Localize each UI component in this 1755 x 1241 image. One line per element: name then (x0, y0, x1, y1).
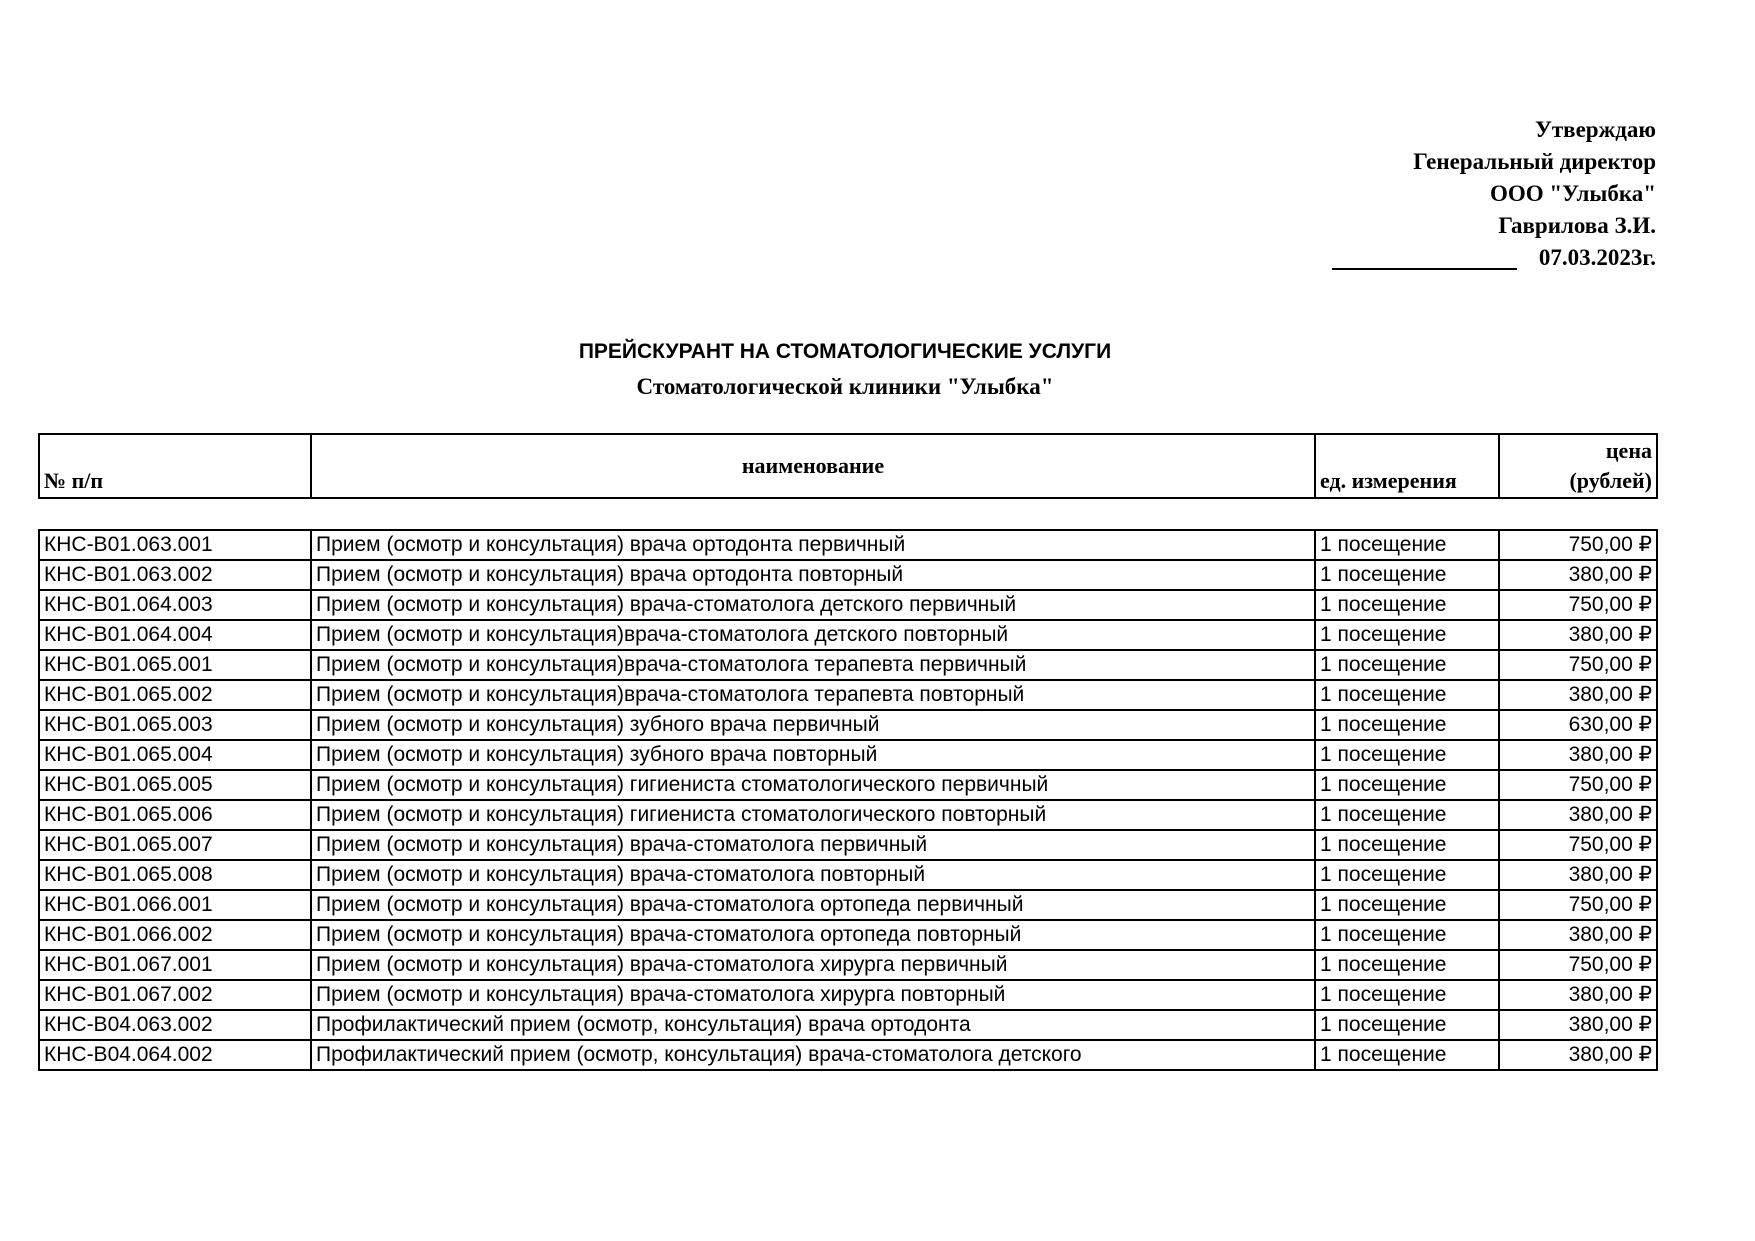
service-unit: 1 посещение (1315, 800, 1499, 830)
service-code: КНС-В01.065.005 (39, 770, 311, 800)
service-code: КНС-В01.065.008 (39, 860, 311, 890)
table-row (39, 920, 1657, 950)
service-code: КНС-В01.065.006 (39, 800, 311, 830)
service-price: 750,00 ₽ (1499, 890, 1657, 920)
table-row (39, 830, 1657, 860)
service-code: КНС-В04.064.002 (39, 1040, 311, 1070)
service-price: 380,00 ₽ (1499, 1040, 1657, 1070)
service-name: Прием (осмотр и консультация) зубного врача первичный (311, 710, 1315, 740)
service-price: 380,00 ₽ (1499, 980, 1657, 1010)
service-price: 380,00 ₽ (1499, 1010, 1657, 1040)
service-code: КНС-В01.065.001 (39, 650, 311, 680)
service-unit: 1 посещение (1315, 1040, 1499, 1070)
service-name: Профилактический прием (осмотр, консультация) врача-стоматолога детского (311, 1040, 1315, 1070)
service-unit: 1 посещение (1315, 620, 1499, 650)
table-row (39, 950, 1657, 980)
service-name: Прием (осмотр и консультация) врача-стоматолога ортопеда повторный (311, 920, 1315, 950)
service-code: КНС-В01.064.003 (39, 590, 311, 620)
service-unit: 1 посещение (1315, 740, 1499, 770)
service-name: Прием (осмотр и консультация) врача-стоматолога ортопеда первичный (311, 890, 1315, 920)
service-code: КНС-В01.067.001 (39, 950, 311, 980)
table-row (39, 890, 1657, 920)
header-number: № п/п (39, 434, 311, 498)
service-price: 380,00 ₽ (1499, 620, 1657, 650)
table-row (39, 800, 1657, 830)
approval-label: Утверждаю (1535, 117, 1656, 142)
service-code: КНС-В01.065.002 (39, 680, 311, 710)
service-code: КНС-В01.066.002 (39, 920, 311, 950)
service-unit: 1 посещение (1315, 650, 1499, 680)
service-name: Прием (осмотр и консультация)врача-стоматолога детского повторный (311, 620, 1315, 650)
service-code: КНС-В01.064.004 (39, 620, 311, 650)
service-code: КНС-В01.063.001 (39, 530, 311, 560)
service-code: КНС-В01.066.001 (39, 890, 311, 920)
service-unit: 1 посещение (1315, 950, 1499, 980)
service-code: КНС-В01.065.004 (39, 740, 311, 770)
header-name: наименование (311, 434, 1315, 498)
approval-date: 07.03.2023г. (1538, 245, 1656, 270)
header-unit: ед. измерения (1315, 434, 1499, 498)
approval-block (1332, 114, 1656, 274)
service-name: Прием (осмотр и консультация) врача-стоматолога детского первичный (311, 590, 1315, 620)
header-row (39, 434, 1657, 498)
header-price-line1: цена (1605, 438, 1652, 463)
table-row (39, 680, 1657, 710)
table-row (39, 710, 1657, 740)
table-row (39, 530, 1657, 560)
table-row (39, 980, 1657, 1010)
service-code: КНС-В01.065.003 (39, 710, 311, 740)
service-price: 380,00 ₽ (1499, 680, 1657, 710)
document-subtitle: Стоматологической клиники "Улыбка" (636, 374, 1054, 399)
service-price: 750,00 ₽ (1499, 770, 1657, 800)
service-unit: 1 посещение (1315, 590, 1499, 620)
signature-date-line (1332, 242, 1656, 274)
service-price: 380,00 ₽ (1499, 800, 1657, 830)
service-name: Прием (осмотр и консультация) гигиениста стоматологического первичный (311, 770, 1315, 800)
table-row (39, 1040, 1657, 1070)
price-table (38, 529, 1658, 1071)
service-unit: 1 посещение (1315, 890, 1499, 920)
approver-name: Гаврилова З.И. (1498, 213, 1656, 238)
table-row (39, 650, 1657, 680)
service-price: 380,00 ₽ (1499, 920, 1657, 950)
service-name: Прием (осмотр и консультация) врача-стоматолога хирурга первичный (311, 950, 1315, 980)
service-name: Прием (осмотр и консультация)врача-стоматолога терапевта первичный (311, 650, 1315, 680)
table-row (39, 740, 1657, 770)
table-row (39, 860, 1657, 890)
table-row (39, 1010, 1657, 1040)
service-code: КНС-В01.067.002 (39, 980, 311, 1010)
service-price: 750,00 ₽ (1499, 830, 1657, 860)
service-price: 750,00 ₽ (1499, 950, 1657, 980)
table-row (39, 560, 1657, 590)
service-code: КНС-В04.063.002 (39, 1010, 311, 1040)
service-unit: 1 посещение (1315, 710, 1499, 740)
document-title: ПРЕЙСКУРАНТ НА СТОМАТОЛОГИЧЕСКИЕ УСЛУГИ (578, 340, 1112, 363)
service-price: 380,00 ₽ (1499, 740, 1657, 770)
header-price (1499, 434, 1657, 498)
service-name: Прием (осмотр и консультация) гигиениста стоматологического повторный (311, 800, 1315, 830)
service-unit: 1 посещение (1315, 770, 1499, 800)
service-price: 750,00 ₽ (1499, 530, 1657, 560)
service-price: 750,00 ₽ (1499, 590, 1657, 620)
service-price: 630,00 ₽ (1499, 710, 1657, 740)
price-table-header (38, 433, 1658, 499)
service-price: 750,00 ₽ (1499, 650, 1657, 680)
service-unit: 1 посещение (1315, 830, 1499, 860)
service-price: 380,00 ₽ (1499, 560, 1657, 590)
service-name: Прием (осмотр и консультация) врача-стоматолога первичный (311, 830, 1315, 860)
service-name: Прием (осмотр и консультация) врача-стоматолога повторный (311, 860, 1315, 890)
service-name: Прием (осмотр и консультация) зубного врача повторный (311, 740, 1315, 770)
table-row (39, 770, 1657, 800)
company-name: ООО "Улыбка" (1489, 181, 1656, 206)
service-name: Профилактический прием (осмотр, консультация) врача ортодонта (311, 1010, 1315, 1040)
service-unit: 1 посещение (1315, 980, 1499, 1010)
service-name: Прием (осмотр и консультация)врача-стоматолога терапевта повторный (311, 680, 1315, 710)
service-unit: 1 посещение (1315, 1010, 1499, 1040)
header-price-line2: (рублей) (1569, 468, 1652, 493)
service-code: КНС-В01.065.007 (39, 830, 311, 860)
service-unit: 1 посещение (1315, 530, 1499, 560)
approver-position: Генеральный директор (1413, 149, 1656, 174)
service-unit: 1 посещение (1315, 680, 1499, 710)
table-row (39, 620, 1657, 650)
price-table-body (39, 530, 1657, 1070)
service-price: 380,00 ₽ (1499, 860, 1657, 890)
service-unit: 1 посещение (1315, 920, 1499, 950)
service-name: Прием (осмотр и консультация) врача ортодонта повторный (311, 560, 1315, 590)
service-unit: 1 посещение (1315, 560, 1499, 590)
service-name: Прием (осмотр и консультация) врача-стоматолога хирурга повторный (311, 980, 1315, 1010)
signature-line (1332, 242, 1517, 270)
table-row (39, 590, 1657, 620)
service-unit: 1 посещение (1315, 860, 1499, 890)
service-code: КНС-В01.063.002 (39, 560, 311, 590)
service-name: Прием (осмотр и консультация) врача ортодонта первичный (311, 530, 1315, 560)
